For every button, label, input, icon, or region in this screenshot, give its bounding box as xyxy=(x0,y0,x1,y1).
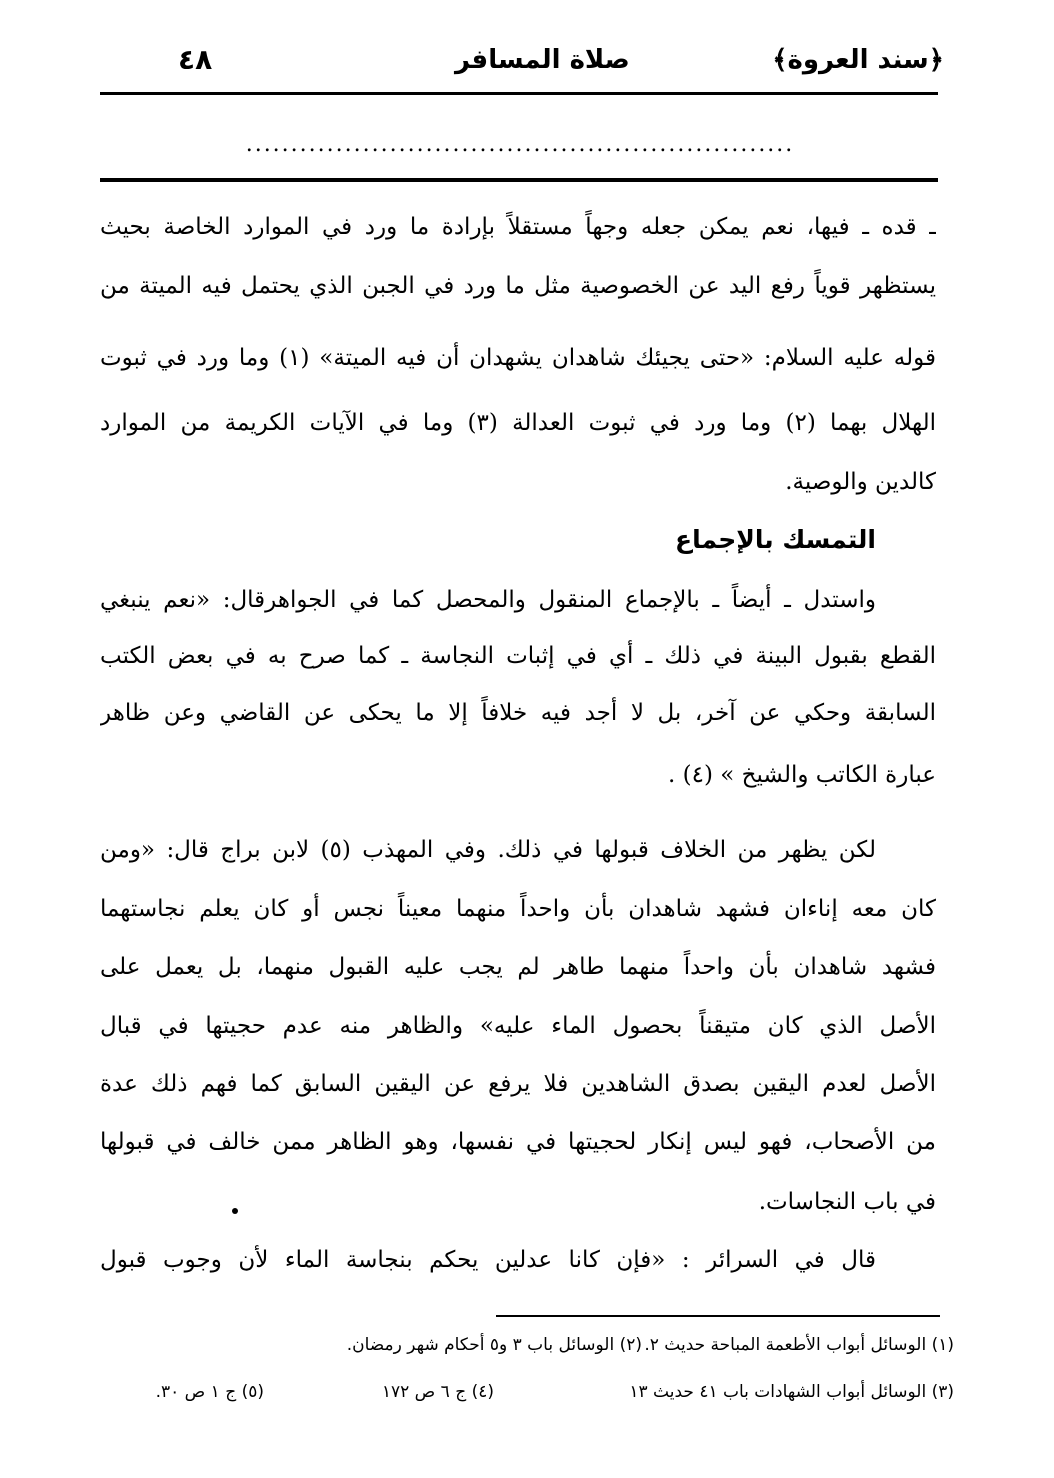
page-number: ٤٨ xyxy=(178,43,213,76)
footnote-1: (١) الوسائل أبواب الأطعمة المباحة حديث ٢. xyxy=(644,1335,954,1355)
chapter-title: صلاة المسافر xyxy=(455,45,630,75)
header-rule xyxy=(100,92,938,95)
body-line: يستظهر قوياً رفع اليد عن الخصوصية مثل ما ورد في الجبن الذي يحتمل فيه الميتة من xyxy=(100,273,936,299)
section-heading: التمسك بالإجماع xyxy=(675,525,876,554)
body-line: كان معه إناءان فشهد شاهدان بأن واحداً منهما معيناً نجس أو كان يعلم نجاستهما xyxy=(100,896,936,922)
body-line: الهلال بهما (٢) وما ورد في ثبوت العدالة (٣) وما في الآيات الكريمة من الموارد xyxy=(100,410,936,436)
footnote-5: (٥) ج ١ ص ٣٠. xyxy=(155,1382,264,1402)
body-line: كالدين والوصية. xyxy=(785,469,936,495)
body-line: الأصل لعدم اليقين بصدق الشاهدين فلا يرفع عن اليقين السابق كما فهم ذلك عدة xyxy=(100,1071,936,1097)
footnote-4: (٤) ج ٦ ص ١٧٢ xyxy=(381,1382,494,1402)
footnote-2: (٢) الوسائل باب ٣ و٥ أحكام شهر رمضان. xyxy=(346,1335,642,1355)
body-line: السابقة وحكي عن آخر، بل لا أجد فيه خلافاً إلا ما يحكى عن القاضي وعن ظاهر xyxy=(100,700,936,726)
ellipsis-line: ............................................................. xyxy=(245,132,795,157)
body-line: قال في السرائر : «فإن كانا عدلين يحكم بنجاسة الماء لأن وجوب قبول xyxy=(100,1247,876,1273)
ink-dot xyxy=(232,1208,238,1214)
book-title: ﴿سند العروة﴾ xyxy=(772,45,944,75)
body-line: عبارة الكاتب والشيخ » (٤) . xyxy=(668,762,936,788)
body-line: واستدل ـ أيضاً ـ بالإجماع المنقول والمحصل كما في الجواهرقال: «نعم ينبغي xyxy=(100,587,876,613)
footnote-3: (٣) الوسائل أبواب الشهادات باب ٤١ حديث ١٣ xyxy=(629,1382,954,1402)
body-line: قوله عليه السلام: «حتى يجيئك شاهدان يشهدان أن فيه الميتة» (١) وما ورد في ثبوت xyxy=(100,345,936,371)
body-line: القطع بقبول البينة في ذلك ـ أي في إثبات النجاسة ـ كما صرح به في بعض الكتب xyxy=(100,643,936,669)
footnote-rule xyxy=(496,1315,940,1317)
body-line: لكن يظهر من الخلاف قبولها في ذلك. وفي المهذب (٥) لابن براج قال: «ومن xyxy=(100,837,876,863)
body-line: فشهد شاهدان بأن واحداً منهما طاهر لم يجب عليه القبول منهما، بل يعمل على xyxy=(100,954,936,980)
body-line: في باب النجاسات. xyxy=(758,1189,936,1215)
body-line: الأصل الذي كان متيقناً بحصول الماء عليه» والظاهر منه عدم حجيتها في قبال xyxy=(100,1013,936,1039)
body-line: ـ قده ـ فيها، نعم يمكن جعله وجهاً مستقلاً بإرادة ما ورد في الموارد الخاصة بحيث xyxy=(100,214,936,240)
separator-rule xyxy=(100,178,938,182)
body-line: من الأصحاب، فهو ليس إنكار لحجيتها في نفسها، وهو الظاهر ممن خالف في قبولها xyxy=(100,1129,936,1155)
